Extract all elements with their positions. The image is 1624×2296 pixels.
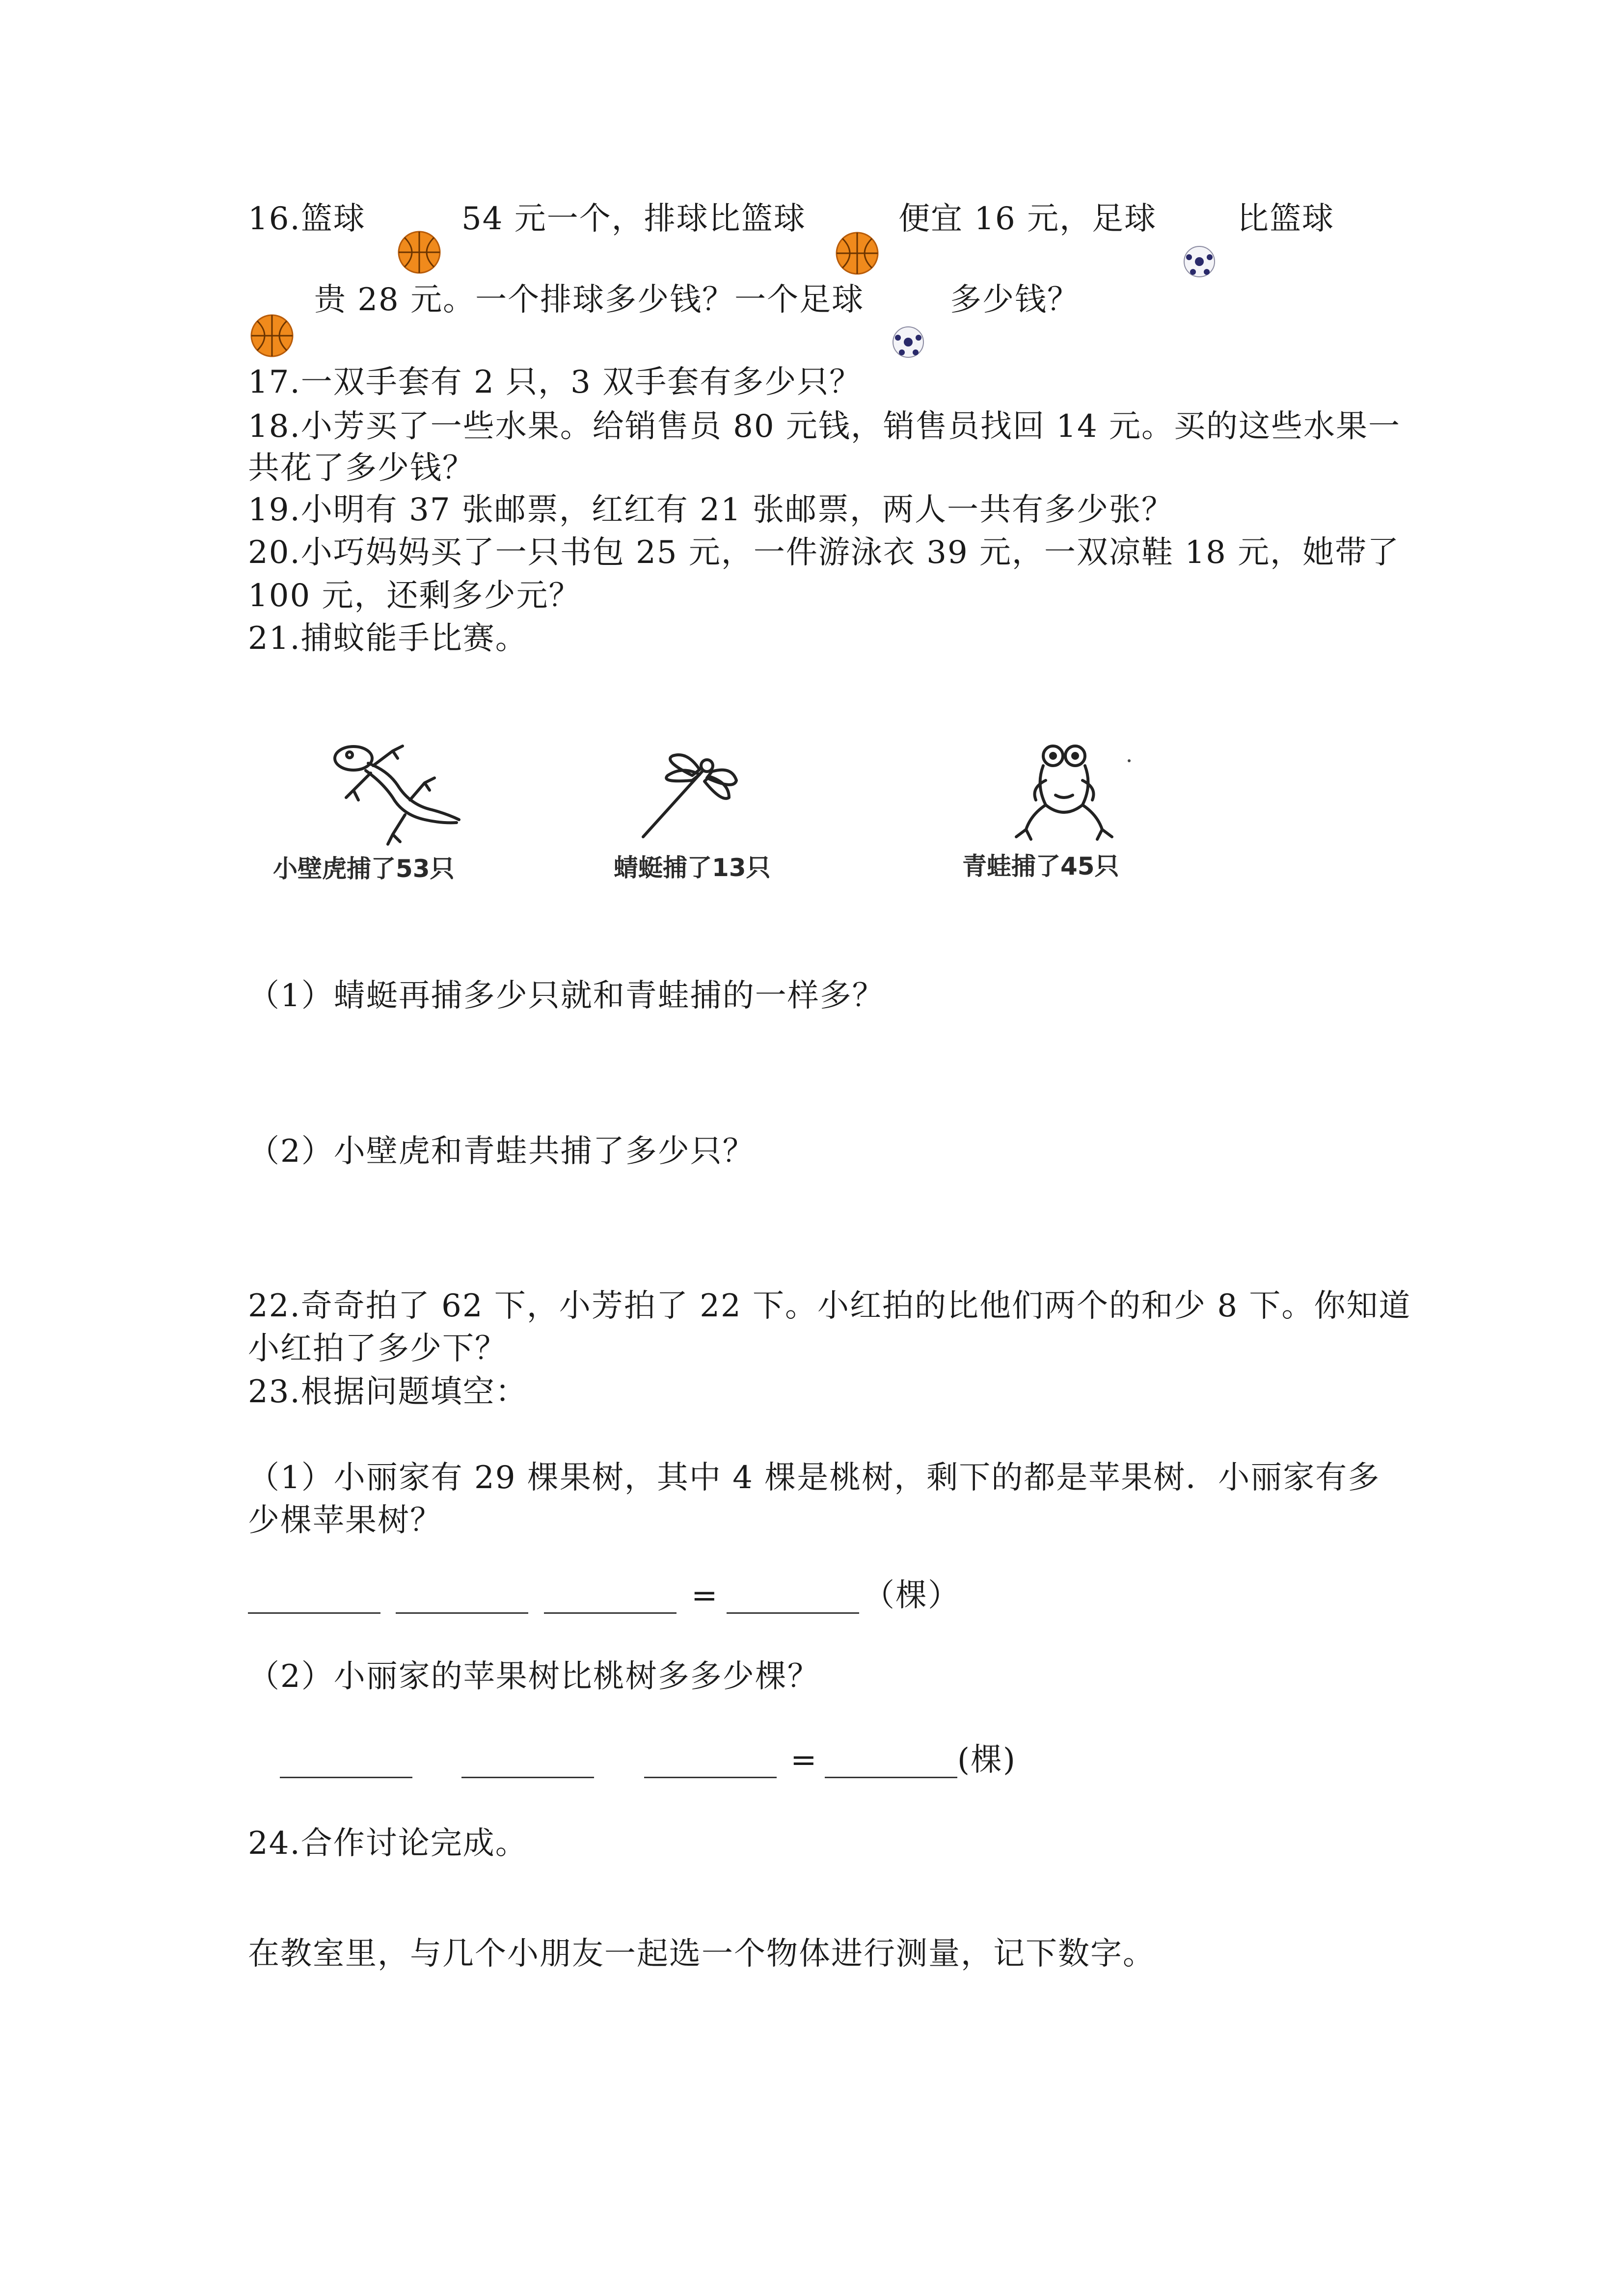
- q16-text-part3: 便宜 16 元，足球: [898, 201, 1157, 237]
- soccer-ball-icon: [891, 325, 925, 359]
- q16-text-part2: 54 元一个，排球比篮球: [461, 201, 806, 237]
- frog-caption: 青蛙捕了45只: [962, 852, 1119, 881]
- q22-line2: 小红拍了多少下？: [248, 1331, 507, 1367]
- answer-blank[interactable]: [544, 1612, 677, 1614]
- q21-sub1: （1）蜻蜓再捕多少只就和青蛙捕的一样多？: [248, 978, 885, 1014]
- equals-sign: =: [691, 1577, 719, 1614]
- q23-sub1-line2: 少棵苹果树？: [248, 1502, 442, 1539]
- gecko-caption: 小壁虎捕了53只: [273, 854, 455, 883]
- answer-blank[interactable]: [248, 1612, 380, 1614]
- q23-sub2: （2）小丽家的苹果树比桃树多多少棵？: [248, 1658, 820, 1695]
- q18-line1: 18.小芳买了一些水果。给销售员 80 元钱，销售员找回 14 元。买的这些水果一: [248, 408, 1401, 445]
- basketball-icon: [397, 230, 442, 275]
- q19-text: 19.小明有 37 张邮票，红红有 21 张邮票，两人一共有多少张？: [248, 492, 1174, 528]
- q20-line1: 20.小巧妈妈买了一只书包 25 元，一件游泳衣 39 元，一双凉鞋 18 元，她带了: [248, 534, 1400, 571]
- dragonfly-illustration: [633, 746, 741, 844]
- q16-text-part1: 16.篮球: [248, 201, 366, 237]
- answer-blank[interactable]: [396, 1612, 528, 1614]
- dragonfly-caption: 蜻蜓捕了13只: [614, 854, 771, 882]
- q23-title: 23.根据问题填空：: [248, 1374, 528, 1410]
- q16-text-line2b: 多少钱？: [950, 282, 1080, 318]
- q21-sub2: （2）小壁虎和青蛙共捕了多少只？: [248, 1133, 755, 1170]
- q20-line2: 100 元，还剩多少元？: [248, 578, 581, 614]
- q24-title: 24.合作讨论完成。: [248, 1825, 528, 1862]
- answer-blank[interactable]: [644, 1777, 777, 1778]
- q22-line1: 22.奇奇拍了 62 下，小芳拍了 22 下。小红拍的比他们两个的和少 8 下。你知道: [248, 1288, 1411, 1324]
- answer-blank[interactable]: [461, 1777, 594, 1778]
- frog-illustration: [997, 741, 1139, 849]
- q21-title: 21.捕蚊能手比赛。: [248, 620, 528, 657]
- q24-body: 在教室里，与几个小朋友一起选一个物体进行测量，记下数字。: [248, 1936, 1155, 1972]
- q17-text: 17.一双手套有 2 只，3 双手套有多少只？: [248, 364, 862, 400]
- q18-line2: 共花了多少钱？: [248, 450, 475, 486]
- answer-blank[interactable]: [825, 1777, 957, 1778]
- unit-label: （棵）: [863, 1577, 960, 1614]
- q16-text-part4: 比篮球: [1237, 201, 1334, 237]
- q23-sub1-line1: （1）小丽家有 29 棵果树，其中 4 棵是桃树，剩下的都是苹果树．小丽家有多: [248, 1460, 1380, 1496]
- answer-blank[interactable]: [280, 1777, 412, 1778]
- soccer-ball-icon: [1182, 244, 1217, 279]
- unit-label: (棵): [957, 1742, 1016, 1778]
- q16-text-line2a: 贵 28 元。一个排球多少钱？一个足球: [314, 282, 865, 318]
- basketball-icon: [249, 313, 295, 358]
- basketball-icon: [835, 231, 880, 276]
- equals-sign: =: [790, 1742, 818, 1778]
- answer-blank[interactable]: [727, 1612, 859, 1614]
- gecko-illustration: [319, 736, 466, 849]
